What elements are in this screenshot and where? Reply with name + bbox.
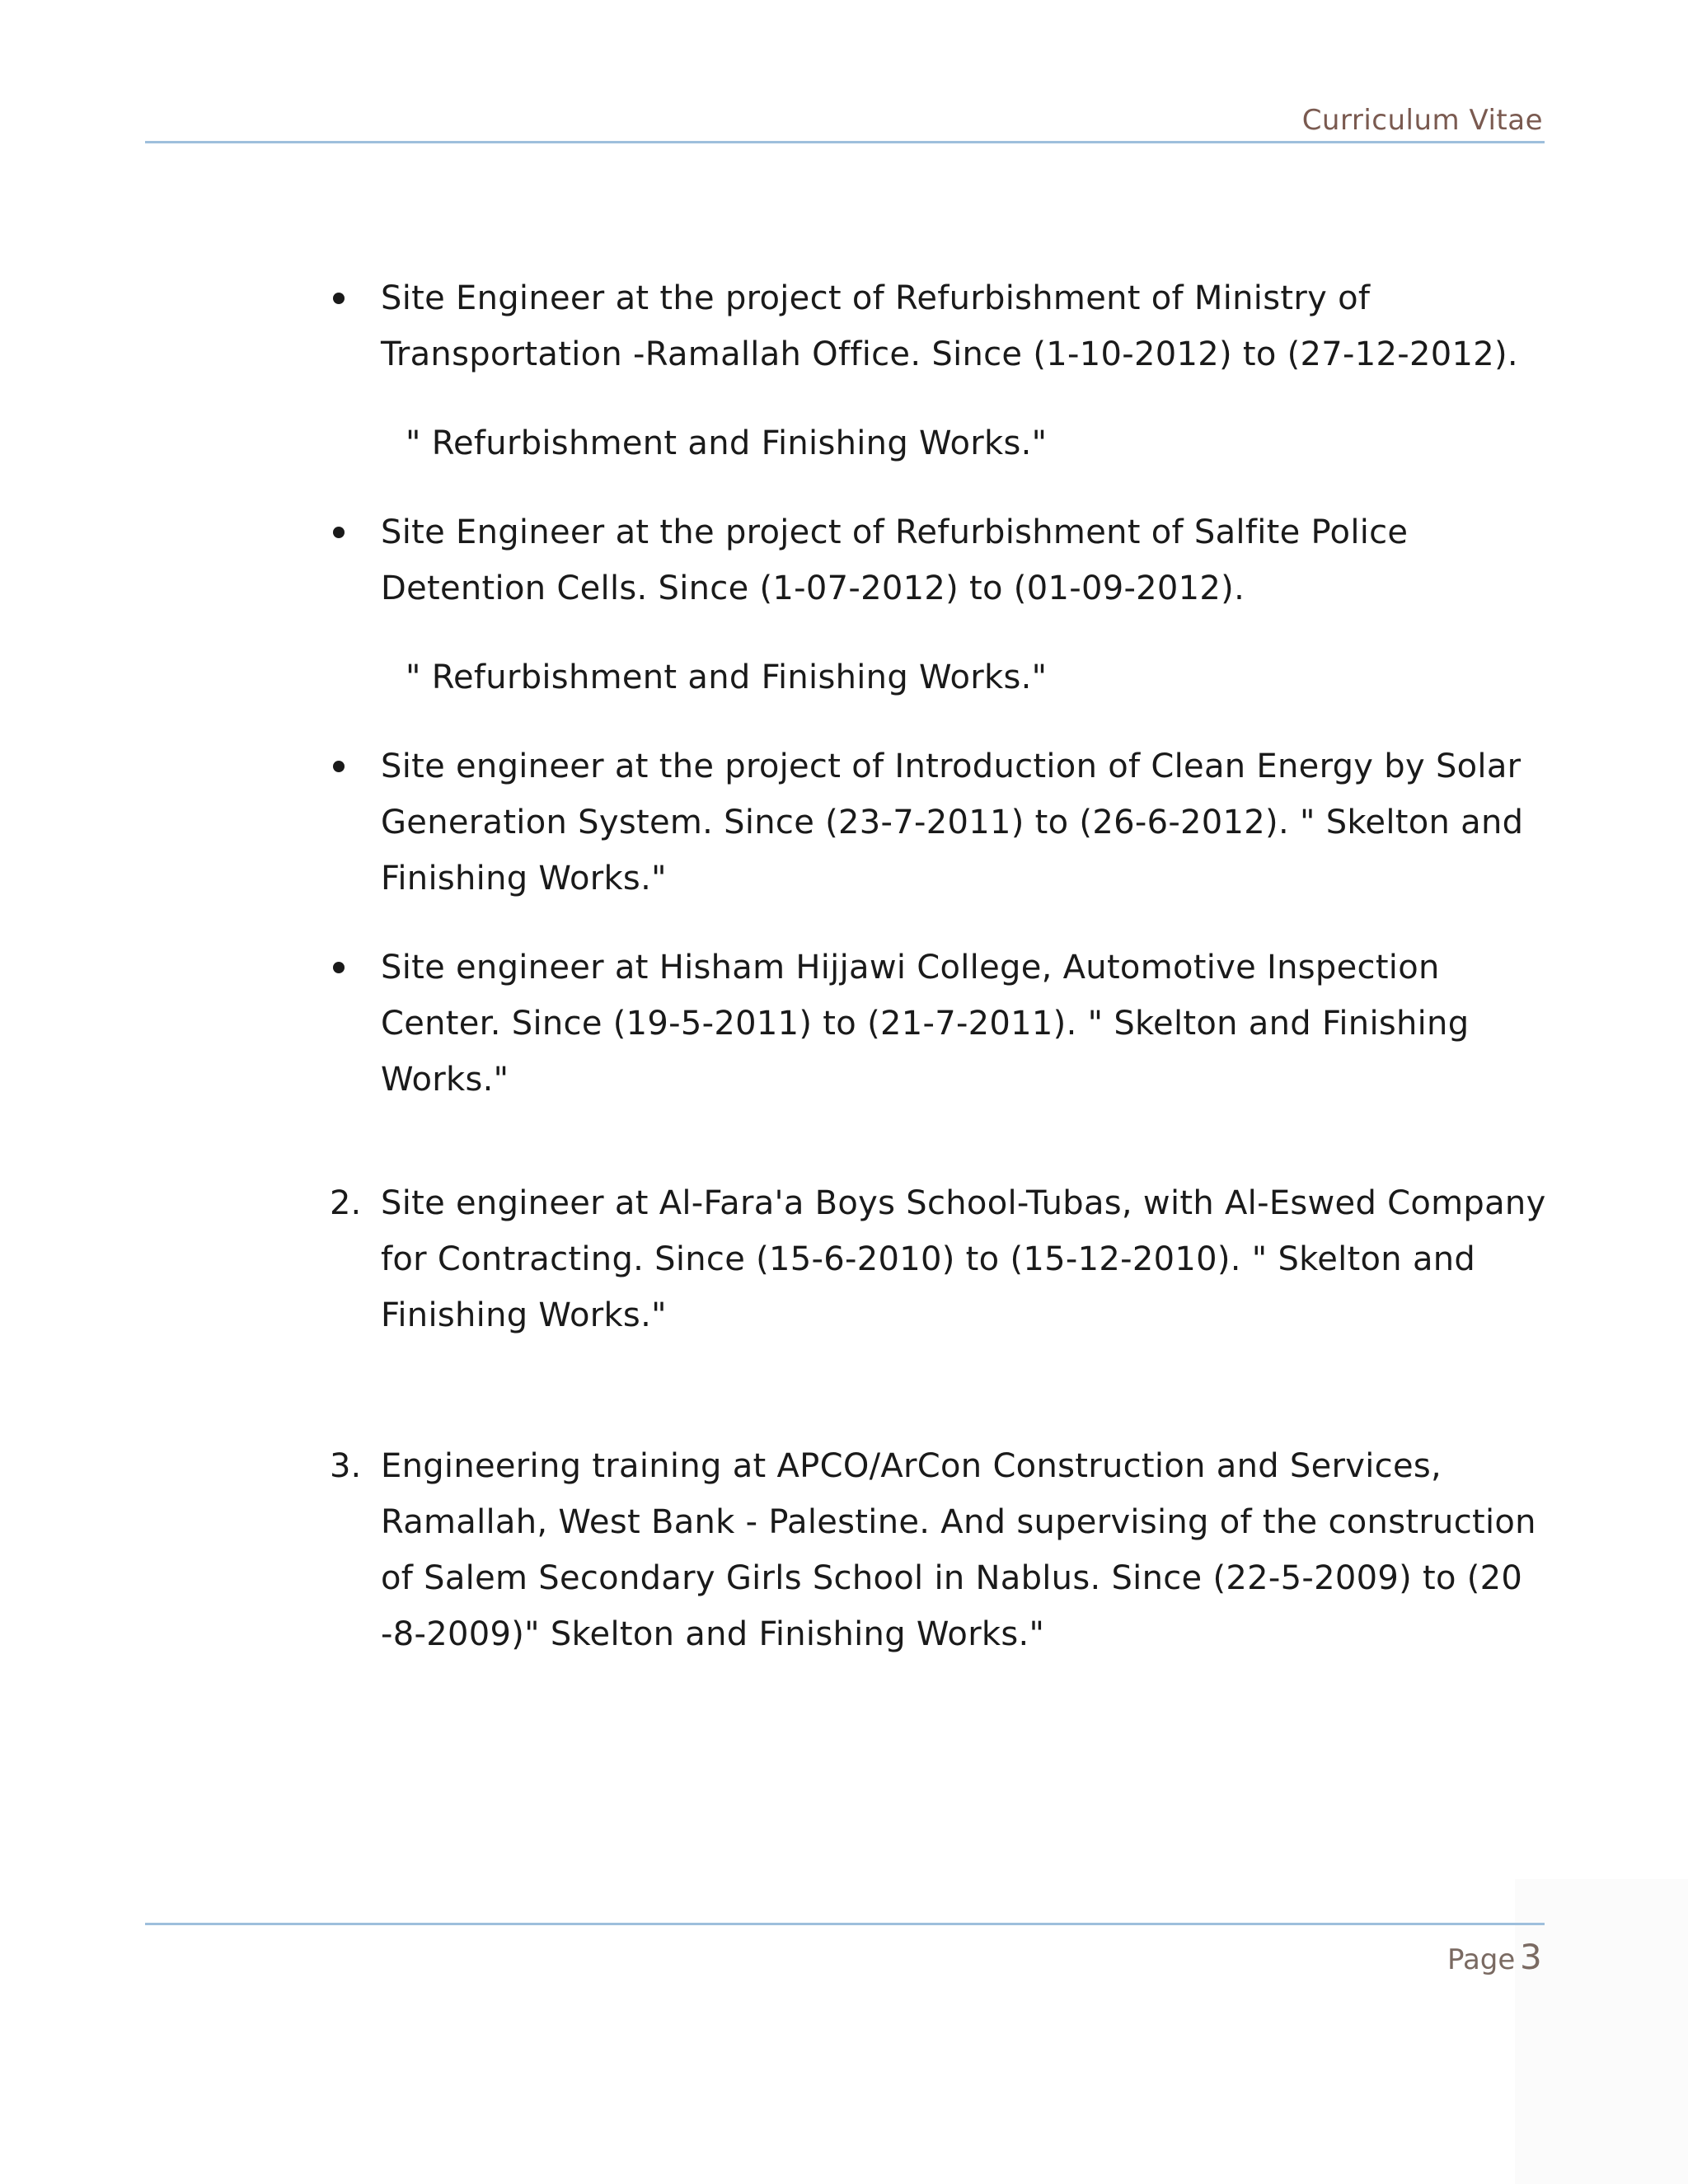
experience-item: Site engineer at the project of Introduction of Clean Energy by Solar Generation System. Since (23-7-2011) to (26-6-2012). " Skelton and Finishing Works." xyxy=(381,748,1524,898)
page-number: 3 xyxy=(1520,1937,1542,1977)
header-title: Curriculum Vitae xyxy=(1301,104,1543,137)
experience-note: " Refurbishment and Finishing Works." xyxy=(406,658,1048,696)
bullet-icon xyxy=(333,527,345,538)
bullet-icon xyxy=(333,293,345,304)
bullet-icon xyxy=(333,962,345,973)
experience-item: Engineering training at APCO/ArCon Construction and Services, Ramallah, West Bank - Palestine. And supervising of the construction of Salem Secondary Girls School in Nablus. Since (22-5-2009) to (20 -8-2009)" Skelton and Finishing Works." xyxy=(381,1447,1536,1653)
experience-item: Site engineer at Al-Fara'a Boys School-Tubas, with Al-Eswed Company for Contracting. Since (15-6-2010) to (15-12-2010). " Skelton and Finishing Works." xyxy=(381,1184,1546,1334)
header-divider xyxy=(145,141,1545,143)
experience-item: Site Engineer at the project of Refurbishment of Salfite Police Detention Cells. Since (1-07-2012) to (01-09-2012). xyxy=(381,513,1409,607)
experience-note: " Refurbishment and Finishing Works." xyxy=(406,424,1048,462)
page-label: Page xyxy=(1447,1943,1516,1976)
experience-item: Site engineer at Hisham Hijjawi College, Automotive Inspection Center. Since (19-5-2011) to (21-7-2011). " Skelton and Finishing Works." xyxy=(381,949,1470,1099)
list-number: 2. xyxy=(330,1184,362,1222)
experience-item: Site Engineer at the project of Refurbishment of Ministry of Transportation -Ramallah Office. Since (1-10-2012) to (27-12-2012). xyxy=(381,279,1518,373)
list-number: 3. xyxy=(330,1447,362,1485)
footer-divider xyxy=(145,1923,1545,1925)
bullet-icon xyxy=(333,761,345,772)
